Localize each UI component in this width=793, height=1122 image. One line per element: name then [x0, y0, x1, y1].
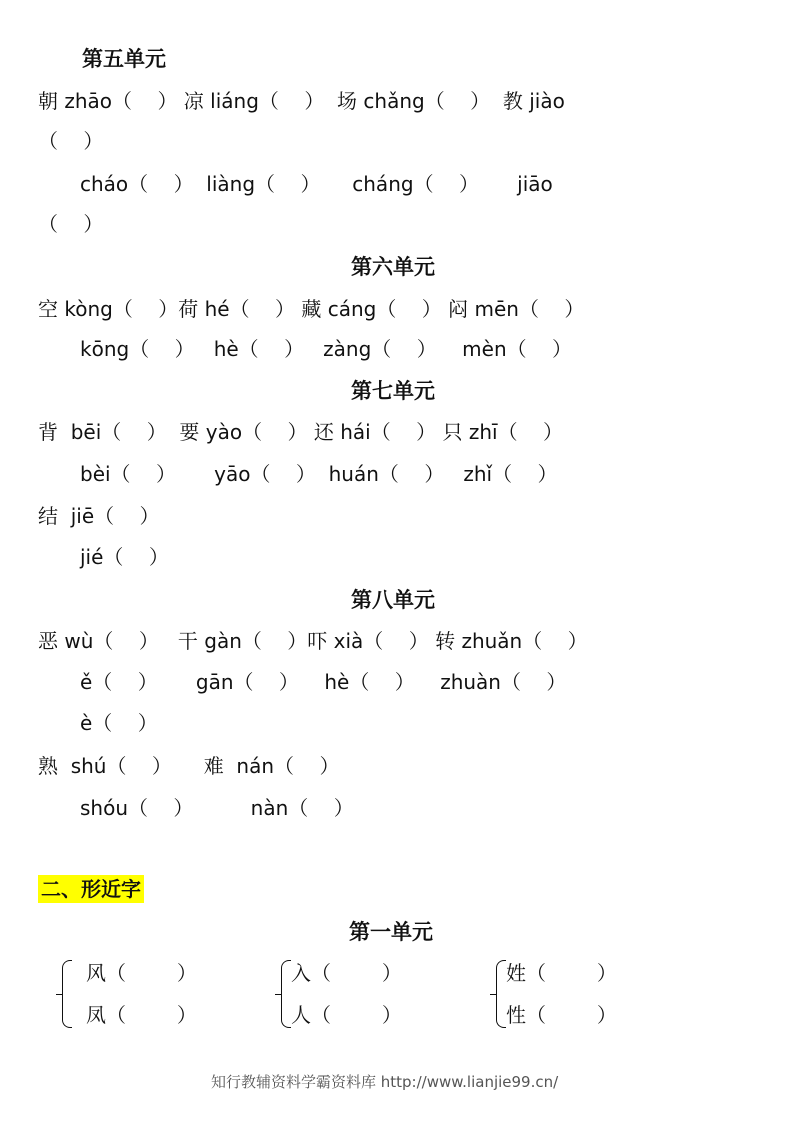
group1-item2: 凤（ ） — [86, 1003, 197, 1027]
brace-group1 — [62, 960, 72, 1028]
group3-item2: 性（ ） — [506, 1003, 617, 1027]
unit8-line5: shóu（ ） nàn（ ） — [80, 796, 354, 820]
footer-watermark: 知行教辅资料学霸资料库 http://www.lianjie99.cn/ — [211, 1073, 559, 1091]
group1-item1: 风（ ） — [86, 961, 197, 985]
brace-group2 — [281, 960, 291, 1028]
unit7-title: 第七单元 — [351, 379, 435, 403]
unit5-title: 第五单元 — [82, 47, 166, 71]
unit7-line1: 背 bēi（ ） 要 yào（ ） 还 hái（ ） 只 zhī（ ） — [38, 420, 564, 444]
brace-group3 — [496, 960, 506, 1028]
group2-item2: 人（ ） — [291, 1003, 402, 1027]
group2-item1: 入（ ） — [291, 961, 402, 985]
unit7-line3: 结 jiē（ ） — [38, 504, 160, 528]
unit8-line2: ě（ ） gān（ ） hè（ ） zhuàn（ ） — [80, 670, 567, 694]
unit5-line2: cháo（ ） liàng（ ） cháng（ ） jiāo — [80, 172, 553, 196]
unit8-title: 第八单元 — [351, 588, 435, 612]
unit7-line4: jié（ ） — [80, 545, 169, 569]
unit8-line3: è（ ） — [80, 711, 158, 735]
section2-unit1-title: 第一单元 — [349, 920, 433, 944]
section2-heading: 二、形近字 — [38, 875, 144, 903]
unit5-line1b: （ ） — [38, 129, 104, 153]
unit8-line1: 恶 wù（ ） 干 gàn（ ）吓 xià（ ） 转 zhuǎn（ ） — [38, 629, 588, 653]
unit6-title: 第六单元 — [351, 255, 435, 279]
unit8-line4: 熟 shú（ ） 难 nán（ ） — [38, 754, 340, 778]
group3-item1: 姓（ ） — [506, 961, 617, 985]
unit5-line1: 朝 zhāo（ ） 凉 liáng（ ） 场 chǎng（ ） 教 jiào — [38, 89, 565, 113]
unit6-line2: kōng（ ） hè（ ） zàng（ ） mèn（ ） — [80, 337, 573, 361]
unit7-line2: bèi（ ） yāo（ ） huán（ ） zhǐ（ ） — [80, 462, 558, 486]
unit5-line2b: （ ） — [38, 212, 104, 236]
unit6-line1: 空 kòng（ ）荷 hé（ ） 藏 cáng（ ） 闷 mēn（ ） — [38, 297, 585, 321]
